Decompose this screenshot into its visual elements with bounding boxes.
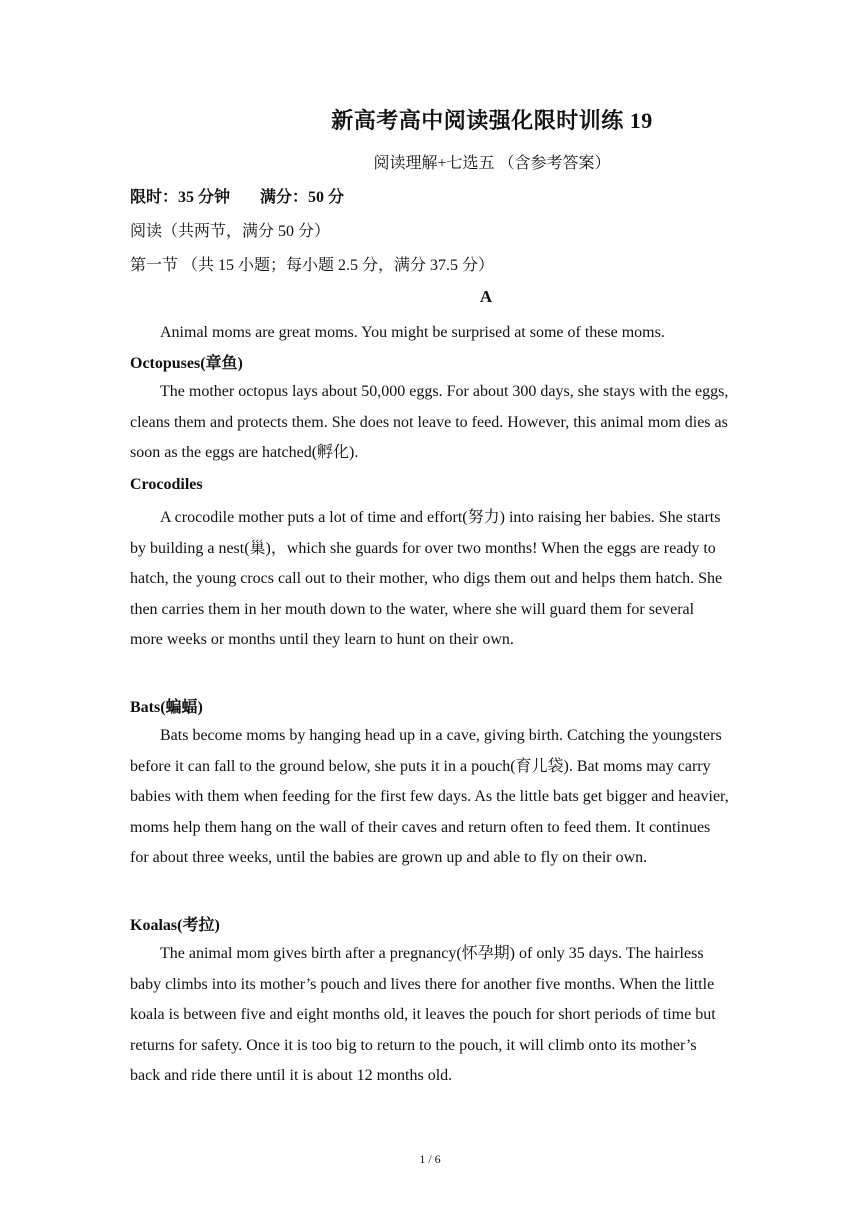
paragraph-octopuses: The mother octopus lays about 50,000 eggs. For about 300 days, she stays with the eggs, cleans them and protects them. She does not leave to feed. However, this animal mom dies as soon as the eggs are hatched(孵化). — [130, 383, 729, 461]
heading-koalas: Koalas(考拉) — [130, 917, 220, 934]
full-score: 满分：50 分 — [260, 189, 345, 206]
reading-section-info: 阅读（共两节，满分 50 分） — [130, 223, 331, 240]
heading-crocodiles: Crocodiles — [130, 476, 203, 493]
heading-bats: Bats(蝙蝠) — [130, 699, 203, 716]
page-subtitle: 阅读理解+七选五 （含参考答案） — [373, 155, 611, 172]
page-number: 1 / 6 — [419, 1152, 441, 1166]
paragraph-crocodiles: A crocodile mother puts a lot of time and effort(努力) into raising her babies. She starts by building a nest(巢)，which she guards for over two months! When the eggs are ready to hatch, the young crocs call out to their mother, who digs them out and helps them hatch. She then carries them in her mouth down to the water, where she will guard them for several more weeks or months until they learn to hunt on their own. — [130, 509, 723, 648]
paragraph-bats: Bats become moms by hanging head up in a cave, giving birth. Catching the youngsters before it can fall to the ground below, she puts it in a pouch(育儿袋). Bat moms may carry babies with them when feeding for the first few days. As the little bats get bigger and heavier, moms help them hang on the wall of their caves and return often to feed them. It continues for about three weeks, until the babies are grown up and able to fly on their own. — [130, 727, 729, 866]
section-one-info: 第一节 （共 15 小题；每小题 2.5 分，满分 37.5 分） — [130, 257, 495, 274]
passage-intro: Animal moms are great moms. You might be surprised at some of these moms. — [160, 324, 665, 341]
exam-limits — [130, 184, 344, 207]
passage-letter: A — [479, 287, 493, 306]
paragraph-koalas: The animal mom gives birth after a pregnancy(怀孕期) of only 35 days. The hairless baby climbs into its mother’s pouch and lives there for another five months. When the little koala is between five and eight months old, it leaves the pouch for short periods of time but returns for safety. Once it is too big to return to the pouch, it will climb onto its mother’s back and ride there until it is about 12 months old. — [130, 945, 716, 1084]
heading-octopuses: Octopuses(章鱼) — [130, 355, 243, 372]
page-title: 新高考高中阅读强化限时训练 19 — [331, 108, 653, 133]
time-limit: 限时：35 分钟 — [130, 189, 231, 206]
